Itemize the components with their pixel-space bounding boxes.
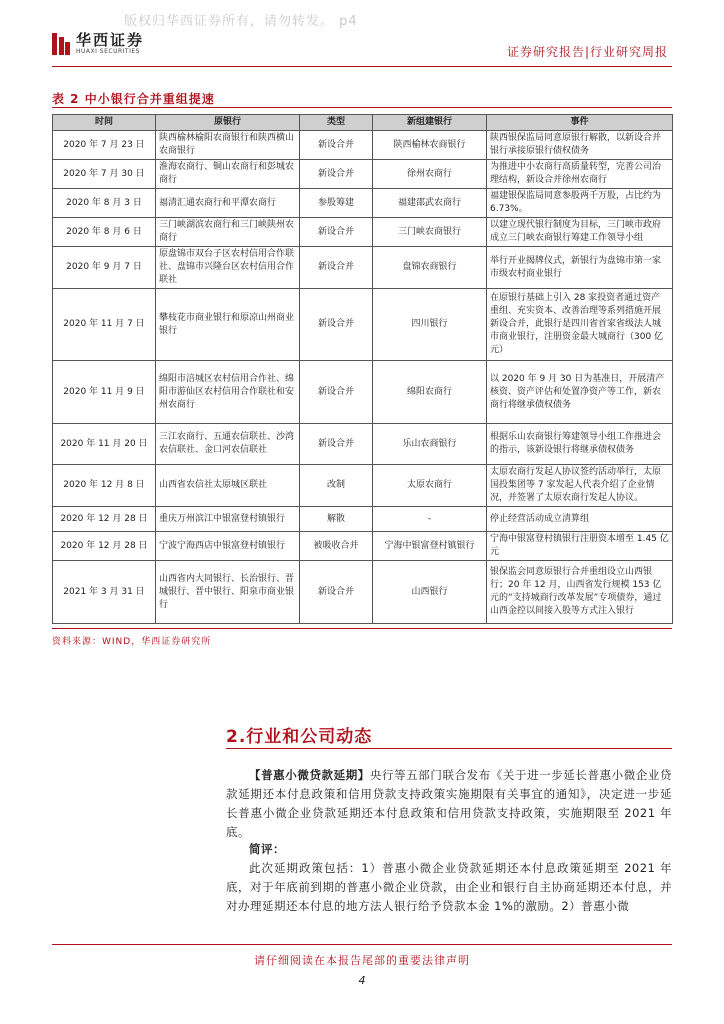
cell-new-bank: 宁海中银富登村镇银行 (373, 532, 487, 561)
table-row (53, 289, 673, 361)
cell-time: 2020 年 8 月 6 日 (53, 218, 156, 247)
cell-event: 根据乐山农商银行筹建领导小组工作推进会的指示，该新设银行将继承债权债务 (487, 424, 673, 465)
review-paragraph: 此次延期政策包括：1）普惠小微企业贷款延期还本付息政策延期至 2021 年底，对于年底前到期的普惠小微企业贷款，由企业和银行自主协商延期还本付息，并对办理延期还本付息的地方法人银行给予贷款本金 1%的激励。2）普惠小微 (226, 861, 672, 913)
cell-event: 陕西银保监局同意原银行解散，以新设合并银行承接原银行债权债务 (487, 131, 673, 160)
news-label: 【普惠小微贷款延期】 (249, 768, 370, 782)
table-row (53, 465, 673, 507)
brand-logo (52, 32, 144, 56)
cell-original-bank: 福清汇通农商行和平潭农商行 (156, 189, 300, 218)
table-row (53, 532, 673, 561)
table-header-row (53, 115, 673, 131)
cell-time: 2020 年 7 月 30 日 (53, 160, 156, 189)
column-header: 事件 (487, 115, 673, 131)
cell-new-bank: 太原农商行 (373, 465, 487, 507)
cell-original-bank: 三江农商行、五通农信联社、沙湾农信联社、金口河农信联社 (156, 424, 300, 465)
cell-type: 被吸收合并 (300, 532, 373, 561)
cell-event: 在原银行基础上引入 28 家投资者通过资产重组、充实资本、改善治理等系列措施开展新设合并，此银行是四川省首家省级法人城市商业银行，注册资金最大城商行（300 亿元） (487, 289, 673, 361)
cell-original-bank: 三门峡湖滨农商行和三门峡陕州农商行 (156, 218, 300, 247)
bank-merger-table (52, 114, 673, 624)
cell-time: 2020 年 11 月 9 日 (53, 361, 156, 424)
cell-event: 宁海中银富登村镇银行注册资本增至 1.45 亿元 (487, 532, 673, 561)
cell-new-bank: - (373, 507, 487, 532)
cell-event: 太原农商行发起人协议签约活动举行，太原国投集团等 7 家发起人代表介绍了企业情况，并签署了太原农商行发起人协议。 (487, 465, 673, 507)
table-row (53, 561, 673, 624)
cell-event: 以建立现代银行制度为目标，三门峡市政府成立三门峡农商银行筹建工作领导小组 (487, 218, 673, 247)
cell-time: 2020 年 7 月 23 日 (53, 131, 156, 160)
table-row (53, 160, 673, 189)
cell-time: 2020 年 11 月 20 日 (53, 424, 156, 465)
cell-type: 新设合并 (300, 160, 373, 189)
page-number: 4 (358, 974, 366, 987)
cell-time: 2020 年 11 月 7 日 (53, 289, 156, 361)
cell-new-bank: 盘锦农商银行 (373, 247, 487, 289)
column-header: 原银行 (156, 115, 300, 131)
cell-original-bank: 绵阳市涪城区农村信用合作社、绵阳市游仙区农村信用合作联社和安州农商行 (156, 361, 300, 424)
cell-new-bank: 三门峡农商银行 (373, 218, 487, 247)
cell-new-bank: 乐山农商银行 (373, 424, 487, 465)
cell-original-bank: 山西省农信社太原城区联社 (156, 465, 300, 507)
cell-original-bank: 山西省内大同银行、长治银行、晋城银行、晋中银行、阳泉市商业银行 (156, 561, 300, 624)
cell-original-bank: 攀枝花市商业银行和原凉山州商业银行 (156, 289, 300, 361)
cell-event: 福建银保监局同意参股两千万股，占比约为 6.73%。 (487, 189, 673, 218)
table-row (53, 131, 673, 160)
cell-new-bank: 福建邵武农商行 (373, 189, 487, 218)
cell-time: 2020 年 9 月 7 日 (53, 247, 156, 289)
cell-type: 新设合并 (300, 131, 373, 160)
watermark: 版权归华西证券所有，请勿转发。 p4 (124, 14, 358, 29)
cell-type: 新设合并 (300, 424, 373, 465)
cell-event: 银保监会同意原银行合并重组设立山西银行；20 年 12 月，山西省发行规模 153 亿元的“支持城商行改革发展”专项债券，通过山西金控以间接入股等方式注入银行 (487, 561, 673, 624)
cell-new-bank: 陕西榆林农商银行 (373, 131, 487, 160)
cell-original-bank: 淮海农商行、铜山农商行和彭城农商行 (156, 160, 300, 189)
cell-new-bank: 徐州农商行 (373, 160, 487, 189)
cell-time: 2021 年 3 月 31 日 (53, 561, 156, 624)
cell-type: 新设合并 (300, 218, 373, 247)
cell-new-bank: 山西银行 (373, 561, 487, 624)
table-title-divider (52, 107, 672, 108)
cell-event: 举行开业揭牌仪式，新银行为盘锦市第一家市级农村商业银行 (487, 247, 673, 289)
brand-mark-icon (52, 33, 70, 55)
cell-event: 为推进中小农商行高质量转型，完善公司治理结构，新设合并徐州农商行 (487, 160, 673, 189)
cell-type: 新设合并 (300, 289, 373, 361)
table-source: 资料来源：WIND，华西证券研究所 (52, 637, 212, 647)
legal-notice: 请仔细阅读在本报告尾部的重要法律声明 (254, 954, 470, 967)
cell-original-bank: 原盘锦市双台子区农村信用合作联社、盘锦市兴隆台区农村信用合作联社 (156, 247, 300, 289)
cell-event: 以 2020 年 9 月 30 日为基准日，开展清产核资、资产评估和处置净资产等工作，新农商行将继承债权债务 (487, 361, 673, 424)
table-row (53, 189, 673, 218)
cell-type: 新设合并 (300, 561, 373, 624)
footer-divider (52, 944, 672, 945)
cell-original-bank: 宁波宁海西店中银富登村镇银行 (156, 532, 300, 561)
cell-type: 新设合并 (300, 247, 373, 289)
column-header: 类型 (300, 115, 373, 131)
source-divider (52, 628, 672, 629)
cell-type: 新设合并 (300, 361, 373, 424)
news-text: 央行等五部门联合发布《关于进一步延长普惠小微企业贷款延期还本付息政策和信用贷款支持政策实施期限有关事宜的通知》，决定进一步延长普惠小微企业贷款延期还本付息政策和信用贷款支持政策，实施期限至 2021 年底。 (226, 768, 673, 839)
cell-time: 2020 年 8 月 3 日 (53, 189, 156, 218)
column-header: 时间 (53, 115, 156, 131)
report-type: 证券研究报告|行业研究周报 (506, 45, 668, 59)
brand-name-en: HUAXI SECURITIES (76, 48, 140, 55)
cell-type: 改制 (300, 465, 373, 507)
cell-time: 2020 年 12 月 8 日 (53, 465, 156, 507)
table-row (53, 424, 673, 465)
cell-original-bank: 重庆万州滨江中银富登村镇银行 (156, 507, 300, 532)
section-divider (226, 748, 672, 749)
brand-name-cn: 华西证券 (76, 31, 145, 49)
table-title: 表 2 中小银行合并重组提速 (52, 92, 215, 106)
cell-original-bank: 陕西榆林榆阳农商银行和陕西横山农商银行 (156, 131, 300, 160)
cell-event: 停止经营活动成立清算组 (487, 507, 673, 532)
table-row (53, 247, 673, 289)
column-header: 新组建银行 (373, 115, 487, 131)
review-label: 简评： (249, 842, 285, 856)
cell-new-bank: 四川银行 (373, 289, 487, 361)
cell-time: 2020 年 12 月 28 日 (53, 507, 156, 532)
cell-type: 参股筹建 (300, 189, 373, 218)
table-row (53, 361, 673, 424)
table-row (53, 507, 673, 532)
table-row (53, 218, 673, 247)
cell-time: 2020 年 12 月 28 日 (53, 532, 156, 561)
cell-type: 解散 (300, 507, 373, 532)
news-paragraph (226, 766, 672, 842)
section-title: 2.行业和公司动态 (226, 727, 373, 747)
header-divider (52, 66, 672, 67)
cell-new-bank: 绵阳农商行 (373, 361, 487, 424)
